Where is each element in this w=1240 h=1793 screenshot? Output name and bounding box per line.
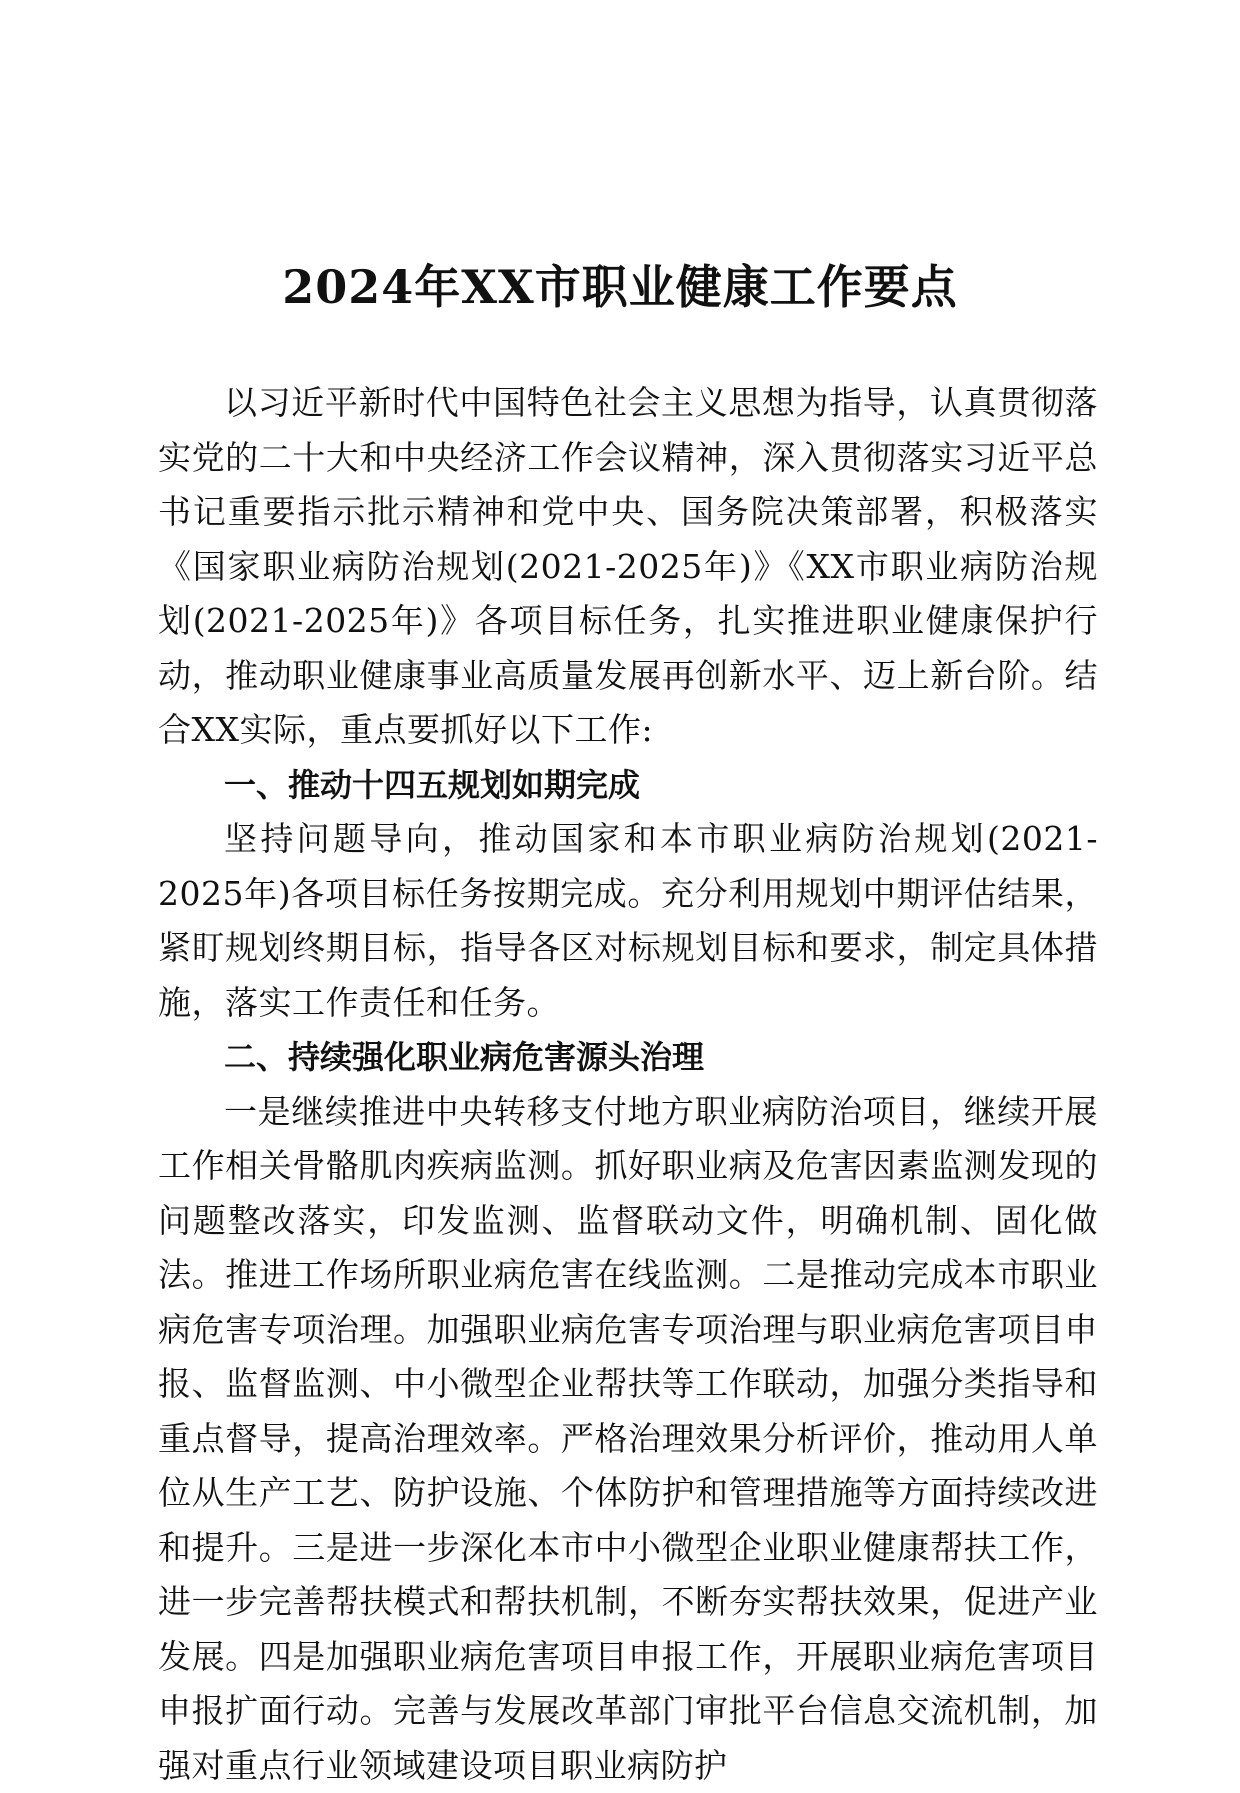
document-body bbox=[158, 376, 1098, 1793]
section-2-heading: 二、持续强化职业病危害源头治理 bbox=[158, 1030, 1098, 1085]
intro-paragraph: 以习近平新时代中国特色社会主义思想为指导，认真贯彻落实党的二十大和中央经济工作会议精神，深入贯彻落实习近平总书记重要指示批示精神和党中央、国务院决策部署，积极落实《国家职业病防治规划(2021-2025年)》《XX市职业病防治规划(2021-2025年)》各项目标任务，扎实推进职业健康保护行动，推动职业健康事业高质量发展再创新水平、迈上新台阶。结合XX实际，重点要抓好以下工作: bbox=[158, 376, 1098, 758]
section-1-heading: 一、推动十四五规划如期完成 bbox=[158, 758, 1098, 813]
document-title: 2024年XX市职业健康工作要点 bbox=[0, 254, 1240, 320]
section-1-paragraph: 坚持问题导向，推动国家和本市职业病防治规划(2021-2025年)各项目标任务按期完成。充分利用规划中期评估结果，紧盯规划终期目标，指导各区对标规划目标和要求，制定具体措施，落实工作责任和任务。 bbox=[158, 812, 1098, 1030]
section-2-paragraph: 一是继续推进中央转移支付地方职业病防治项目，继续开展工作相关骨骼肌肉疾病监测。抓好职业病及危害因素监测发现的问题整改落实，印发监测、监督联动文件，明确机制、固化做法。推进工作场所职业病危害在线监测。二是推动完成本市职业病危害专项治理。加强职业病危害专项治理与职业病危害项目申报、监督监测、中小微型企业帮扶等工作联动，加强分类指导和重点督导，提高治理效率。严格治理效果分析评价，推动用人单位从生产工艺、防护设施、个体防护和管理措施等方面持续改进和提升。三是进一步深化本市中小微型企业职业健康帮扶工作，进一步完善帮扶模式和帮扶机制，不断夯实帮扶效果，促进产业发展。四是加强职业病危害项目申报工作，开展职业病危害项目申报扩面行动。完善与发展改革部门审批平台信息交流机制，加强对重点行业领域建设项目职业病防护 bbox=[158, 1085, 1098, 1793]
